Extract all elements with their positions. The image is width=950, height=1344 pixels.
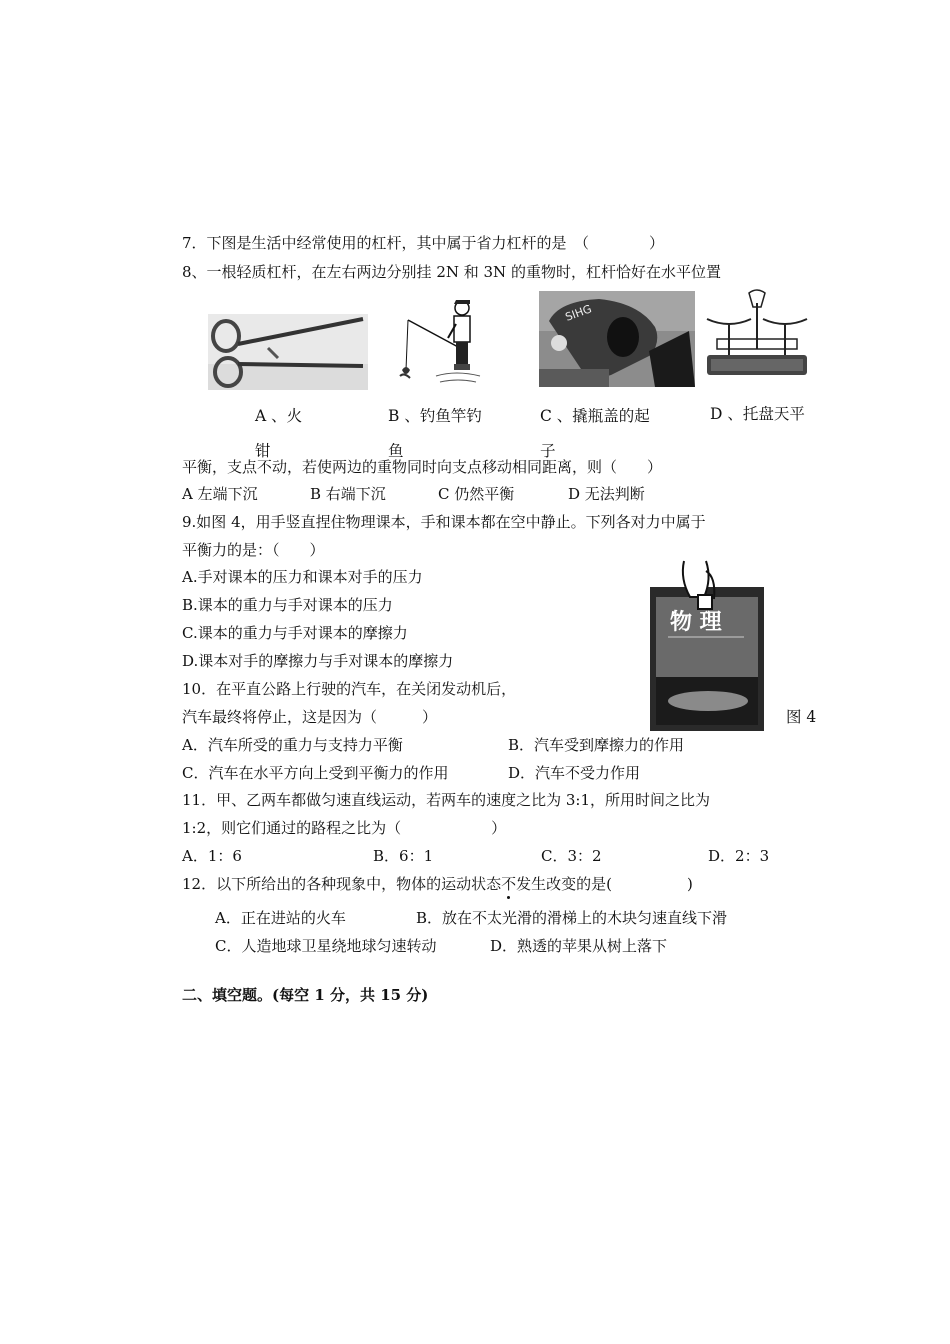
figure-a-caption-2: 钳 (255, 442, 271, 460)
question-12-prefix: 12．以下所给出的各种现象中，物体的运动状态 (182, 875, 502, 893)
question-9-line-2: 平衡力的是：（ ） (182, 541, 325, 559)
q8-option-c: C 仍然平衡 (438, 485, 515, 503)
q12-option-c: C．人造地球卫星绕地球匀速转动 (215, 937, 437, 955)
question-10-line-1: 10．在平直公路上行驶的汽车，在关闭发动机后， (182, 680, 517, 698)
q10-option-d: D．汽车不受力作用 (508, 764, 641, 782)
q11-option-d: D．2：3 (708, 847, 770, 865)
q8-option-d: D 无法判断 (568, 485, 645, 503)
q12-option-d: D．熟透的苹果从树上落下 (490, 937, 668, 955)
q9-option-d: D.课本对手的摩擦力与手对课本的摩擦力 (182, 652, 454, 670)
figure-b-fishing (396, 296, 488, 388)
q9-option-c: C.课本的重力与手对课本的摩擦力 (182, 624, 408, 642)
q11-option-c: C．3：2 (541, 847, 602, 865)
figure-c-bottle-opener (539, 291, 695, 387)
figure-c-caption-1: C 、撬瓶盖的起 (540, 407, 650, 425)
q8-option-b: B 右端下沉 (310, 485, 386, 503)
question-8-line-2: 平衡，支点不动，若使两边的重物同时向支点移动相同距离，则（ ） (182, 458, 663, 476)
q10-option-b: B．汽车受到摩擦力的作用 (508, 736, 685, 754)
q8-option-a: A 左端下沉 (182, 485, 258, 503)
question-12 (182, 874, 693, 894)
svg-text:SIHG: SIHG (563, 302, 594, 324)
question-11-line-2: 1:2，则它们通过的路程之比为（ ） (182, 819, 507, 837)
q12-option-a: A．正在进站的火车 (215, 909, 346, 927)
section-2-heading: 二、填空题。(每空 1 分，共 15 分) (182, 986, 429, 1004)
figure-d-balance (703, 289, 811, 381)
question-12-emphasis: 不 (501, 875, 517, 893)
q9-option-a: A.手对课本的压力和课本对手的压力 (182, 568, 423, 586)
figure-d-caption-1: D 、托盘天平 (710, 405, 805, 423)
figure-c-caption-2: 子 (540, 442, 556, 460)
figure-b-caption-2: 鱼 (388, 442, 404, 460)
q9-option-b: B.课本的重力与手对课本的压力 (182, 596, 393, 614)
figure-a-caption-1: A 、火 (255, 407, 303, 425)
question-8-line-1: 8、一根轻质杠杆，在左右两边分别挂 2N 和 3N 的重物时，杠杆恰好在水平位置 (182, 263, 721, 281)
question-12-suffix: 发生改变的是( ) (516, 875, 693, 893)
figure-a-tongs (208, 314, 368, 390)
figure-4-label: 图 4 (786, 708, 817, 726)
question-11-line-1: 11．甲、乙两车都做匀速直线运动，若两车的速度之比为 3:1，所用时间之比为 (182, 791, 710, 809)
figure-b-caption-1: B 、钓鱼竿钓 (388, 407, 482, 425)
q11-option-b: B．6：1 (373, 847, 434, 865)
q11-option-a: A．1：6 (182, 847, 242, 865)
figure-4-book (648, 557, 766, 731)
question-10-line-2: 汽车最终将停止，这是因为（ ） (182, 708, 438, 726)
question-9-line-1: 9.如图 4，用手竖直捏住物理课本，手和课本都在空中静止。下列各对力中属于 (182, 513, 706, 531)
question-7: 7．下图是生活中经常使用的杠杆，其中属于省力杠杆的是 （ ） (182, 234, 665, 252)
q12-option-b: B．放在不太光滑的滑梯上的木块匀速直线下滑 (416, 909, 728, 927)
q10-option-c: C．汽车在水平方向上受到平衡力的作用 (182, 764, 449, 782)
figure-4-book-title: 物 理 (670, 609, 722, 635)
q10-option-a: A．汽车所受的重力与支持力平衡 (182, 736, 403, 754)
